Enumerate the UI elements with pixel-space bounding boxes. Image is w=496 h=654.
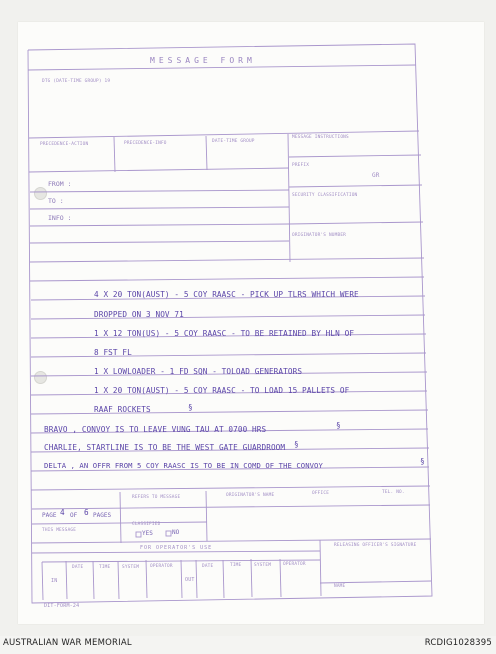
form-title: MESSAGE FORM	[150, 56, 256, 65]
gr-label: GR	[372, 172, 380, 179]
in-time-label: TIME	[99, 565, 111, 570]
message-line-9: CHARLIE, STARTLINE IS TO BE THE WEST GATE GUARDROOM	[44, 443, 286, 452]
total-pages: 6	[84, 508, 89, 517]
name-label: NAME	[334, 584, 346, 589]
page-label: PAGE	[42, 512, 57, 519]
paragraph-mark-1: §	[188, 403, 193, 412]
refers-to-message-label: REFERS TO MESSAGE	[132, 495, 181, 500]
office-label: OFFICE	[312, 491, 330, 496]
paragraph-mark-3: §	[294, 440, 299, 449]
out-date-label: DATE	[202, 564, 214, 569]
prefix-label: PREFIX	[292, 163, 310, 168]
security-classification-label: SECURITY CLASSIFICATION	[292, 193, 358, 198]
message-instructions-label: MESSAGE INSTRUCTIONS	[292, 135, 349, 140]
message-line-8: BRAVO , CONVOY IS TO LEAVE VUNG TAU AT 0700 HRS	[44, 425, 267, 434]
message-line-10: DELTA , AN OFFR FROM 5 COY RAASC IS TO BE IN COMD OF THE CONVOY	[44, 461, 323, 470]
out-operator-label: OPERATOR	[283, 562, 306, 567]
releasing-officer-label: RELEASING OFFICER'S SIGNATURE	[334, 543, 417, 548]
for-operators-use-label: FOR OPERATOR'S USE	[140, 545, 213, 551]
out-system-label: SYSTEM	[254, 563, 272, 568]
message-line-5: 1 X LOWLOADER - 1 FD SQN - TOLOAD GENERATORS	[94, 367, 303, 376]
info-label: INFO :	[48, 214, 72, 222]
paragraph-mark-4: §	[420, 457, 425, 466]
tel-no-label: TEL. NO.	[382, 490, 405, 495]
precedence-info-label: PRECEDENCE-INFO	[124, 141, 167, 146]
form-number: DIT-FORM-24	[44, 603, 80, 609]
from-label: FROM :	[48, 180, 72, 188]
paragraph-mark-2: §	[336, 421, 341, 430]
date-time-group-label: DATE-TIME GROUP	[212, 139, 255, 144]
originators-name-label: ORIGINATOR'S NAME	[226, 493, 275, 498]
system-out-label: OUT	[185, 577, 195, 583]
message-line-2: DROPPED ON 3 NOV 71	[94, 310, 184, 319]
top-reference-label: DTG (DATE-TIME GROUP) 19	[42, 79, 111, 84]
message-line-7: RAAF ROCKETS	[94, 405, 151, 414]
in-operator-label: OPERATOR	[150, 564, 173, 569]
message-line-3: 1 X 12 TON(US) - 5 COY RAASC - TO BE RETAINED BY HLN OF	[94, 329, 355, 338]
pages-label: PAGES	[93, 512, 112, 519]
classified-label: CLASSIFIED	[132, 522, 161, 527]
message-line-6: 1 X 20 TON(AUST) - 5 COY RAASC - TO LOAD 15 PALLETS OF	[94, 386, 350, 395]
archive-credit: AUSTRALIAN WAR MEMORIAL	[3, 638, 132, 648]
in-system-label: SYSTEM	[122, 565, 140, 570]
in-date-label: DATE	[72, 565, 84, 570]
originators-number-label: ORIGINATOR'S NUMBER	[292, 233, 347, 238]
precedence-action-label: PRECEDENCE-ACTION	[40, 142, 89, 147]
classified-yes-label: YES	[142, 530, 153, 537]
message-line-4: 8 FST FL	[94, 348, 132, 357]
system-in-label: IN	[51, 578, 58, 584]
classified-no-label: NO	[172, 529, 180, 536]
to-label: TO :	[48, 197, 64, 205]
this-message-label: THIS MESSAGE	[42, 528, 77, 533]
archive-identifier: RCDIG1028395	[424, 638, 492, 648]
page-number: 4	[60, 508, 65, 517]
out-time-label: TIME	[230, 563, 242, 568]
of-label: OF	[70, 512, 78, 519]
message-line-1: 4 X 20 TON(AUST) - 5 COY RAASC - PICK UP TLRS WHICH WERE	[94, 290, 359, 299]
